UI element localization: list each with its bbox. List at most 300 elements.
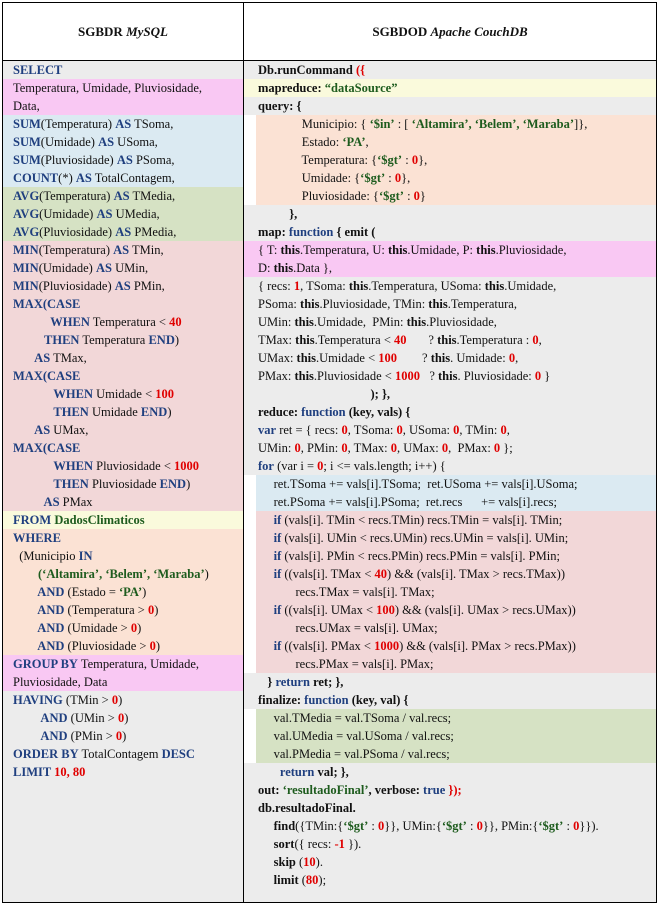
mysql-code-token: DESC xyxy=(161,747,195,761)
couch-code-token: 0 xyxy=(476,819,483,833)
couch-code-token: } xyxy=(419,189,426,203)
couch-code-token: Temperatura: { xyxy=(258,153,378,167)
mysql-code-token: IN xyxy=(78,549,93,563)
couch-code-token: 0 xyxy=(396,423,403,437)
couch-code-line xyxy=(244,349,656,367)
mysql-code-line xyxy=(3,601,243,619)
couch-code-token: ‘$gt’ xyxy=(538,819,564,833)
mysql-code-token: (Temperatura) xyxy=(40,117,116,131)
couch-code-line xyxy=(244,277,656,295)
mysql-code-token: MIN xyxy=(13,279,39,293)
couch-code-line xyxy=(244,133,656,151)
mysql-code-token: ) xyxy=(122,729,127,743)
couch-code-token: map: xyxy=(258,225,289,239)
couch-code-token: , TSoma: xyxy=(300,279,349,293)
mysql-code-token: TotalContagem xyxy=(78,747,162,761)
mysql-code-token: Umidade xyxy=(88,405,141,419)
mysql-code-token: ) xyxy=(142,585,147,599)
couch-code-line xyxy=(244,673,656,691)
couch-code-token: function xyxy=(304,693,349,707)
couch-code-token: , TMax: xyxy=(347,441,391,455)
couch-code-line xyxy=(244,151,656,169)
couch-code-token: ‘$gt’ xyxy=(343,819,369,833)
couch-code-token: 1000 xyxy=(374,639,400,653)
couch-code-token: Pluviosidade: { xyxy=(258,189,379,203)
couch-code-token: recs.TMax = vals[i]. TMax; xyxy=(258,585,435,599)
couch-code-token: , xyxy=(365,135,369,149)
couch-code-line xyxy=(244,295,656,313)
couch-code-token: : [ xyxy=(394,117,412,131)
mysql-code-token: ) xyxy=(124,711,129,725)
couch-code-token: skip xyxy=(258,855,299,869)
mysql-code-token: AVG xyxy=(13,225,40,239)
mysql-code-line xyxy=(3,277,243,295)
mysql-code-token: (Estado = xyxy=(64,585,120,599)
couch-code-token: 0 xyxy=(508,351,516,365)
mysql-code-line xyxy=(3,331,243,349)
mysql-code-line xyxy=(3,115,243,133)
mysql-code-token: AS xyxy=(115,117,132,131)
mysql-code-token: ( xyxy=(13,567,43,581)
couch-code-token: Db.runCommand xyxy=(258,63,356,77)
mysql-code-token: TMax, xyxy=(50,351,87,365)
mysql-code-token: (Temperatura) xyxy=(39,189,114,203)
couch-code-token: ‘$gt’ xyxy=(441,819,467,833)
couch-code-token: : xyxy=(385,171,395,185)
mysql-code-token: ‘Altamira’, ‘Belem’, ‘Maraba’ xyxy=(42,567,205,581)
mysql-code-token: 10, 80 xyxy=(54,765,86,779)
couch-code-line xyxy=(244,475,656,493)
couch-code-token: ); }, xyxy=(258,387,391,401)
couch-code-token: ({ xyxy=(355,63,366,77)
mysql-code-line xyxy=(3,619,243,637)
couch-code-token: }; xyxy=(500,441,513,455)
couch-code-line xyxy=(244,691,656,709)
mysql-code-token: THEN xyxy=(13,333,80,347)
mysql-code-token: Pluviosidade < xyxy=(93,459,175,473)
couch-code-token: this xyxy=(430,351,451,365)
mysql-code-token: 1000 xyxy=(174,459,200,473)
couch-code-line xyxy=(244,115,656,133)
mysql-code-token: PSoma, xyxy=(132,153,175,167)
couch-code-token: ret = { recs: xyxy=(276,423,342,437)
couch-code-token: if xyxy=(273,639,282,653)
couch-code-token: if xyxy=(273,549,282,563)
mysql-code-line xyxy=(3,475,243,493)
couch-code-token: ((vals[i]. PMax < xyxy=(281,639,375,653)
mysql-code-token: AS xyxy=(113,243,130,257)
couch-code-token: ‘$gt’ xyxy=(377,153,403,167)
couch-code-token xyxy=(258,603,274,617)
couch-code-token: (vals[i]. UMin < recs.UMin) recs.UMin = vals[i]. UMin; xyxy=(281,531,569,545)
couch-code-token: recs.PMax = vals[i]. PMax; xyxy=(258,657,434,671)
mysql-code-line xyxy=(3,97,243,115)
couch-code-token: this xyxy=(438,369,458,383)
couch-code-token: 0 xyxy=(294,441,301,455)
couch-code-token: db.resultadoFinal. xyxy=(258,801,356,815)
couch-code-token: UMax: xyxy=(258,351,297,365)
couch-code-token: this xyxy=(428,297,448,311)
mysql-code-token: AS xyxy=(95,261,112,275)
couch-code-line xyxy=(244,529,656,547)
mysql-code-token: WHEN xyxy=(13,315,90,329)
couch-code-token: .Temperatura, U: xyxy=(299,243,388,257)
mysql-code-token: TMin, xyxy=(129,243,164,257)
mysql-code-line xyxy=(3,205,243,223)
mysql-code-line xyxy=(3,457,243,475)
couch-code-line xyxy=(244,187,656,205)
header-mysql-prefix: SGBDR xyxy=(78,23,123,39)
couch-code-token: this xyxy=(348,279,369,293)
mysql-code-token: AS xyxy=(75,171,92,185)
couch-code-token: }, xyxy=(401,171,411,185)
couch-code-token: this xyxy=(387,243,408,257)
couch-code-line xyxy=(244,205,656,223)
mysql-code-token: AS xyxy=(13,423,51,437)
mysql-code-token: ) xyxy=(137,621,142,635)
mysql-code-token: 100 xyxy=(155,387,174,401)
mysql-code-token: SUM xyxy=(13,135,41,149)
couch-code-token: limit xyxy=(258,873,302,887)
mysql-code-token: Temperatura, Umidade, Pluviosidade, xyxy=(13,81,203,95)
couch-code-token: , xyxy=(506,423,510,437)
couch-code-token: .Temperatura < xyxy=(314,333,395,347)
couch-code-line xyxy=(244,241,656,259)
mysql-code-token: Temperatura, Umidade, xyxy=(77,657,200,671)
couch-code-token: , TMin: xyxy=(459,423,501,437)
couch-code-token: ). xyxy=(315,855,323,869)
couch-code-token: this xyxy=(476,243,496,257)
couch-code-token: val.TMedia = val.TSoma / val.recs; xyxy=(258,711,452,725)
couch-code-token: (vals[i]. PMin < recs.PMin) recs.PMin = vals[i]. PMin; xyxy=(281,549,560,563)
mysql-code-line xyxy=(3,187,243,205)
mysql-code-token: (*) xyxy=(58,171,76,185)
couch-code-line xyxy=(244,781,656,799)
mysql-code-line xyxy=(3,493,243,511)
couch-code-line xyxy=(244,619,656,637)
mysql-code-token: WHEN xyxy=(13,459,93,473)
couch-code-token: : xyxy=(563,819,574,833)
header-couchdb-name: Apache CouchDB xyxy=(430,23,528,39)
mysql-code-token: GROUP BY xyxy=(13,657,78,671)
mysql-code-token: HAVING xyxy=(13,693,63,707)
mysql-code-token: THEN xyxy=(13,405,89,419)
comparison-table xyxy=(2,2,657,903)
couch-code-token: 0 xyxy=(534,369,542,383)
mysql-code-line xyxy=(3,637,243,655)
couch-code-token: PSoma: xyxy=(258,297,301,311)
mysql-code-token: END xyxy=(159,477,187,491)
header-mysql xyxy=(3,3,244,60)
couch-code-token: true xyxy=(423,783,446,797)
couch-code-token: ‘PA’ xyxy=(342,135,366,149)
couch-code-token: }, xyxy=(258,207,298,221)
couch-code-line xyxy=(244,799,656,817)
mysql-code-line xyxy=(3,259,243,277)
table-header xyxy=(3,3,656,61)
couch-code-token: 40 xyxy=(394,333,407,347)
couch-code-token: if xyxy=(273,567,282,581)
couch-code-token: } xyxy=(258,675,276,689)
mysql-code-token: Temperatura < xyxy=(89,315,170,329)
couch-code-token: this xyxy=(273,261,294,275)
mysql-code-token: AVG xyxy=(13,207,40,221)
mysql-code-token: ‘PA’ xyxy=(119,585,143,599)
couch-code-line xyxy=(244,385,656,403)
mysql-code-token: (Pluviosidade > xyxy=(64,639,150,653)
mysql-code-token: PMedia, xyxy=(131,225,177,239)
mysql-code-token: MAX(CASE xyxy=(13,441,81,455)
mysql-code-token: Umidade < xyxy=(93,387,156,401)
couch-code-token: recs.UMax = vals[i]. UMax; xyxy=(258,621,438,635)
mysql-code-token: ) xyxy=(204,567,209,581)
couch-code-token: ({TMin:{ xyxy=(295,819,344,833)
couch-code-token: , PMax: xyxy=(448,441,494,455)
mysql-code-line xyxy=(3,709,243,727)
couch-code-token: ((vals[i]. TMax < xyxy=(281,567,375,581)
couch-code-token: 100 xyxy=(378,351,397,365)
couch-code-line xyxy=(244,61,656,79)
couch-code-token: this xyxy=(294,369,314,383)
couch-code-token: 40 xyxy=(374,567,388,581)
couch-code-line xyxy=(244,331,656,349)
couch-code-token: 1 xyxy=(293,279,301,293)
mysql-code-line xyxy=(3,367,243,385)
mysql-code-token: WHERE xyxy=(13,531,61,545)
mysql-code-token: PMax xyxy=(59,495,93,509)
couch-code-token: }}, PMin:{ xyxy=(482,819,539,833)
couch-code-token: 1000 xyxy=(394,369,420,383)
couch-code-token: .Temperatura, xyxy=(447,297,517,311)
couch-code-token: }}, UMin:{ xyxy=(384,819,442,833)
couch-code-token: UMin: xyxy=(258,441,295,455)
mysql-code-line xyxy=(3,583,243,601)
couch-code-token: query: { xyxy=(258,99,302,113)
mysql-code-token: 0 xyxy=(147,603,155,617)
mysql-code-line xyxy=(3,673,243,691)
mysql-code-token: SELECT xyxy=(13,63,63,77)
couch-code-token xyxy=(258,567,274,581)
couch-code-token: ); xyxy=(318,873,327,887)
couch-code-token: .Data }, xyxy=(293,261,333,275)
header-couchdb-prefix: SGBDOD xyxy=(372,23,428,39)
couch-code-line xyxy=(244,493,656,511)
couch-code-token: .Pluviosidade, TMin: xyxy=(319,297,429,311)
couch-code-token: for xyxy=(258,459,274,473)
couch-code-line xyxy=(244,763,656,781)
couch-code-token: if xyxy=(273,513,282,527)
couch-code-token: .Umidade, PMin: xyxy=(313,315,407,329)
mysql-code-line xyxy=(3,313,243,331)
mysql-code-token: USoma, xyxy=(114,135,158,149)
mysql-code-token: ORDER BY xyxy=(13,747,79,761)
couch-code-token: : xyxy=(368,819,379,833)
mysql-code-line xyxy=(3,403,243,421)
mysql-code-token: SUM xyxy=(13,117,41,131)
mysql-code-token: ) xyxy=(154,603,159,617)
couch-code-token: . Umidade: xyxy=(450,351,509,365)
mysql-code-token: AS xyxy=(114,279,131,293)
couch-code-token: this xyxy=(300,297,320,311)
couch-code-token: 0 xyxy=(532,333,539,347)
couch-code-token xyxy=(258,639,274,653)
mysql-code-token: Pluviosidade xyxy=(88,477,160,491)
couch-code-token: ]}, xyxy=(574,117,588,131)
couch-code-token: this xyxy=(484,279,505,293)
couch-code-line xyxy=(244,655,656,673)
couch-code-line xyxy=(244,439,656,457)
mysql-code-token: 40 xyxy=(169,315,182,329)
mysql-code-token: Pluviosidade, Data xyxy=(13,675,108,689)
couch-code-token xyxy=(258,549,274,563)
couch-code-token: 0 xyxy=(378,819,385,833)
mysql-code-token: (UMin > xyxy=(67,711,118,725)
couch-code-token: : xyxy=(466,819,477,833)
couch-code-token: 0 xyxy=(441,441,449,455)
mysql-code-token: COUNT xyxy=(13,171,59,185)
couch-code-token: ? xyxy=(419,369,438,383)
couch-code-token: return xyxy=(258,765,315,779)
mysql-code-token: END xyxy=(140,405,168,419)
couch-code-token: this xyxy=(437,333,457,347)
mysql-code-line xyxy=(3,691,243,709)
couch-code-token: 0 xyxy=(500,423,507,437)
couch-code-token: (key, val) { xyxy=(348,693,409,707)
couch-code-token: function xyxy=(301,405,346,419)
couch-code-token: , xyxy=(515,351,519,365)
mysql-code-line xyxy=(3,79,243,97)
mysql-code-token: Data, xyxy=(13,99,40,113)
couch-code-token: , xyxy=(538,333,542,347)
mysql-code-token: AS xyxy=(113,189,130,203)
header-mysql-name: MySQL xyxy=(126,23,168,39)
couch-code-token: : xyxy=(402,153,412,167)
mysql-code-token: LIMIT xyxy=(13,765,55,779)
couch-code-token: Estado: xyxy=(258,135,343,149)
couch-code-token: ( xyxy=(299,855,304,869)
couch-code-token: , UMax: xyxy=(397,441,442,455)
couch-code-line xyxy=(244,565,656,583)
couch-code-token: . Pluviosidade: xyxy=(457,369,535,383)
couch-code-token: .Temperatura : xyxy=(456,333,533,347)
couch-code-line xyxy=(244,835,656,853)
couch-code-token: sort xyxy=(258,837,295,851)
mysql-code-token: Temperatura xyxy=(79,333,149,347)
mysql-code-token: (Umidade) xyxy=(40,135,99,149)
mysql-code-token: AND xyxy=(13,729,68,743)
couch-code-line xyxy=(244,583,656,601)
couch-code-token: ‘Altamira’, ‘Belem’, ‘Maraba’ xyxy=(411,117,575,131)
couch-code-token: , TSoma: xyxy=(347,423,397,437)
mysql-code-line xyxy=(3,565,243,583)
mysql-code-token: (Municipio xyxy=(13,549,79,563)
mysql-code-line xyxy=(3,421,243,439)
couch-code-token: Municipio: { xyxy=(258,117,370,131)
couch-code-token: this xyxy=(406,315,427,329)
mysql-code-line xyxy=(3,745,243,763)
couch-code-token: ‘$in’ xyxy=(369,117,395,131)
mysql-code-token: AND xyxy=(13,639,65,653)
mysql-code-token: AS xyxy=(96,207,113,221)
mysql-code-token: (Temperatura > xyxy=(64,603,148,617)
mysql-code-line xyxy=(3,241,243,259)
couch-code-token: 0 xyxy=(341,423,348,437)
couch-code-token: ret; }, xyxy=(309,675,344,689)
header-couchdb xyxy=(244,3,656,60)
mysql-code-token: AS xyxy=(115,225,132,239)
couch-code-token: }); xyxy=(445,783,462,797)
couch-code-token: 0 xyxy=(411,153,419,167)
couch-code-token: : xyxy=(403,189,414,203)
mysql-code-line xyxy=(3,223,243,241)
couch-code-line xyxy=(244,547,656,565)
mysql-code-token: UMedia, xyxy=(112,207,160,221)
mysql-code-token: MIN xyxy=(13,261,39,275)
mysql-code-token: 0 xyxy=(111,693,119,707)
mysql-code-token: AND xyxy=(13,711,68,725)
couch-code-line xyxy=(244,745,656,763)
couch-code-token: .Umidade, P: xyxy=(407,243,477,257)
mysql-code-token: MAX(CASE xyxy=(13,369,81,383)
couch-code-token xyxy=(258,513,274,527)
mysql-code-token: SUM xyxy=(13,153,41,167)
couch-code-token: val.PMedia = val.PSoma / val.recs; xyxy=(258,747,450,761)
couch-code-line xyxy=(244,637,656,655)
mysql-code-line xyxy=(3,295,243,313)
couch-code-token: 0 xyxy=(453,423,460,437)
couch-code-token: ((vals[i]. UMax < xyxy=(281,603,377,617)
couch-code-line xyxy=(244,727,656,745)
mysql-code-line xyxy=(3,763,243,781)
mysql-code-token: AVG xyxy=(13,189,40,203)
couch-code-line xyxy=(244,367,656,385)
mysql-code-token: AS xyxy=(13,351,51,365)
mysql-code-line xyxy=(3,169,243,187)
mysql-code-token: FROM xyxy=(13,513,55,527)
couch-code-token: ) && (vals[i]. TMax > recs.TMax)) xyxy=(387,567,565,581)
mysql-code-token: 0 xyxy=(130,621,138,635)
couch-code-line xyxy=(244,853,656,871)
mysql-code-line xyxy=(3,349,243,367)
couch-code-token: UMin: xyxy=(258,315,295,329)
couch-code-token: .Pluviosidade, xyxy=(495,243,567,257)
mysql-code-token: WHEN xyxy=(13,387,93,401)
mysql-code-column xyxy=(3,61,244,902)
mysql-code-token: (Pluviosidade) xyxy=(38,279,115,293)
mysql-code-token: ) xyxy=(118,693,123,707)
mysql-code-token: ) xyxy=(155,639,160,653)
couch-code-token: ‘$gt’ xyxy=(360,171,386,185)
mysql-code-token: AS xyxy=(98,135,115,149)
mysql-code-token: 0 xyxy=(149,639,156,653)
couch-code-token: { recs: xyxy=(258,279,294,293)
couch-code-token: reduce: xyxy=(258,405,302,419)
couch-code-token: ) && (vals[i]. UMax > recs.UMax)) xyxy=(394,603,576,617)
couch-code-token: { emit ( xyxy=(333,225,376,239)
couch-code-token: find xyxy=(258,819,296,833)
couch-code-token: 0 xyxy=(394,171,402,185)
couch-code-token: (var i = xyxy=(273,459,318,473)
couch-code-line xyxy=(244,313,656,331)
couch-code-token: ? xyxy=(397,351,431,365)
mysql-code-line xyxy=(3,727,243,745)
couch-code-token: , PMin: xyxy=(300,441,342,455)
couch-code-token: ? xyxy=(406,333,438,347)
couch-code-line xyxy=(244,601,656,619)
mysql-code-token: (TMin > xyxy=(62,693,112,707)
mysql-code-line xyxy=(3,655,243,673)
mysql-code-token: (Umidade > xyxy=(64,621,131,635)
